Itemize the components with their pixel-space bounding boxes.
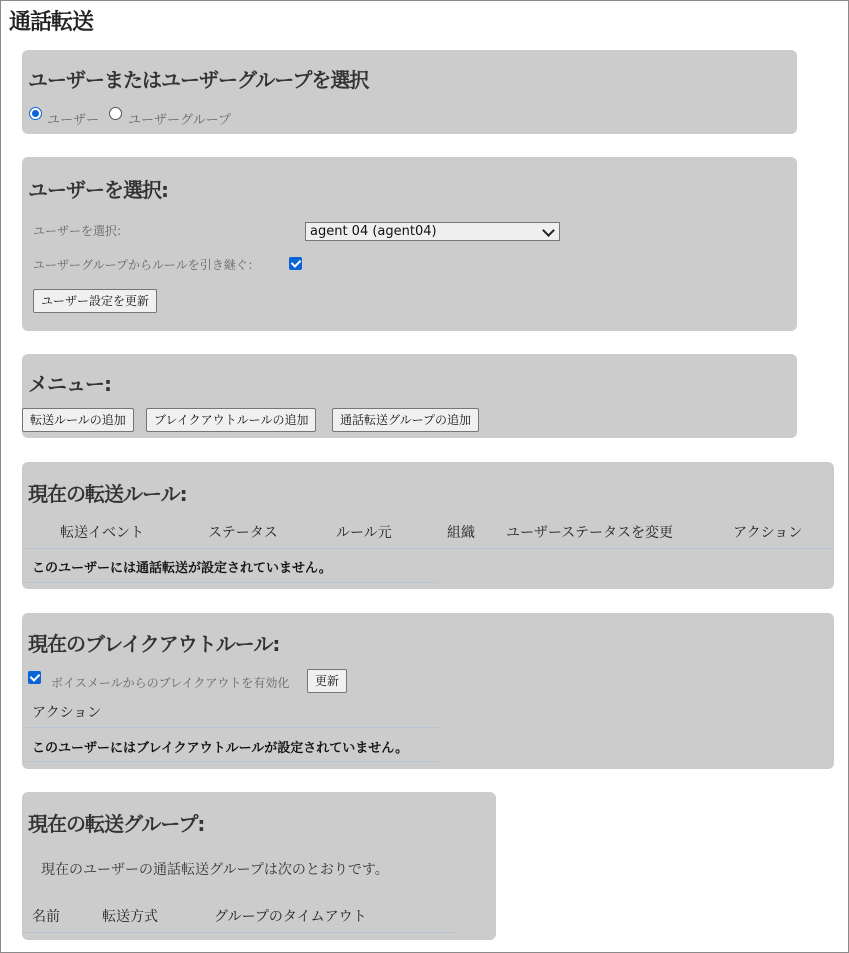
menu-panel — [22, 354, 797, 438]
add-forward-group-button[interactable]: 通話転送グループの追加 — [332, 408, 479, 432]
row-divider — [22, 582, 437, 583]
user-select-value: agent 04 (agent04) — [310, 224, 437, 239]
breakout-rules-panel — [22, 613, 834, 769]
forward-groups-panel — [22, 792, 496, 940]
col-rule-source: ルール元 — [336, 525, 392, 541]
forward-groups-heading: 現在の転送グループ: — [28, 812, 205, 836]
select-target-heading: ユーザーまたはユーザーグループを選択 — [28, 68, 369, 92]
forward-groups-description: 現在のユーザーの通話転送グループは次のとおりです。 — [41, 862, 389, 878]
col-action: アクション — [733, 525, 803, 541]
forward-rules-panel — [22, 462, 834, 589]
col-forward-method: 転送方式 — [102, 909, 158, 925]
page-title: 通話転送 — [9, 10, 94, 35]
user-select[interactable] — [305, 222, 560, 241]
col-name: 名前 — [32, 909, 60, 925]
voicemail-breakout-label: ボイスメールからのブレイクアウトを有効化 — [51, 676, 290, 690]
header-divider — [22, 548, 834, 549]
add-breakout-rule-button[interactable]: ブレイクアウトルールの追加 — [146, 408, 316, 432]
radio-user[interactable] — [29, 107, 42, 120]
radio-user-group[interactable] — [109, 107, 122, 120]
breakout-rules-heading: 現在のブレイクアウトルール: — [28, 632, 280, 656]
forward-rules-heading: 現在の転送ルール: — [28, 482, 187, 506]
header-divider — [22, 932, 459, 933]
col-breakout-action: アクション — [32, 705, 102, 721]
voicemail-breakout-checkbox[interactable] — [28, 671, 41, 684]
row-divider — [22, 761, 440, 762]
forward-rules-empty-message: このユーザーには通話転送が設定されていません。 — [32, 561, 332, 576]
breakout-rules-empty-message: このユーザーにはブレイクアウトルールが設定されていません。 — [32, 741, 409, 756]
menu-heading: メニュー: — [28, 372, 111, 396]
radio-user-group-label: ユーザーグループ — [128, 113, 231, 128]
inherit-rules-checkbox[interactable] — [289, 257, 302, 270]
select-user-panel — [22, 157, 797, 331]
chevron-down-icon — [542, 224, 555, 237]
header-divider — [22, 727, 440, 728]
col-organization: 組織 — [447, 525, 475, 541]
col-change-user-status: ユーザーステータスを変更 — [506, 525, 674, 541]
select-user-heading: ユーザーを選択: — [28, 178, 168, 202]
col-status: ステータス — [208, 525, 278, 541]
user-select-label: ユーザーを選択: — [33, 224, 122, 238]
breakout-update-button[interactable]: 更新 — [307, 669, 347, 693]
col-group-timeout: グループのタイムアウト — [214, 909, 367, 925]
add-forward-rule-button[interactable]: 転送ルールの追加 — [22, 408, 134, 432]
update-user-settings-button[interactable]: ユーザー設定を更新 — [33, 289, 157, 313]
select-target-panel — [22, 50, 797, 134]
inherit-rules-label: ユーザーグループからルールを引き継ぐ： — [33, 258, 260, 272]
radio-user-label: ユーザー — [47, 113, 100, 128]
col-forward-event: 転送イベント — [60, 525, 144, 541]
